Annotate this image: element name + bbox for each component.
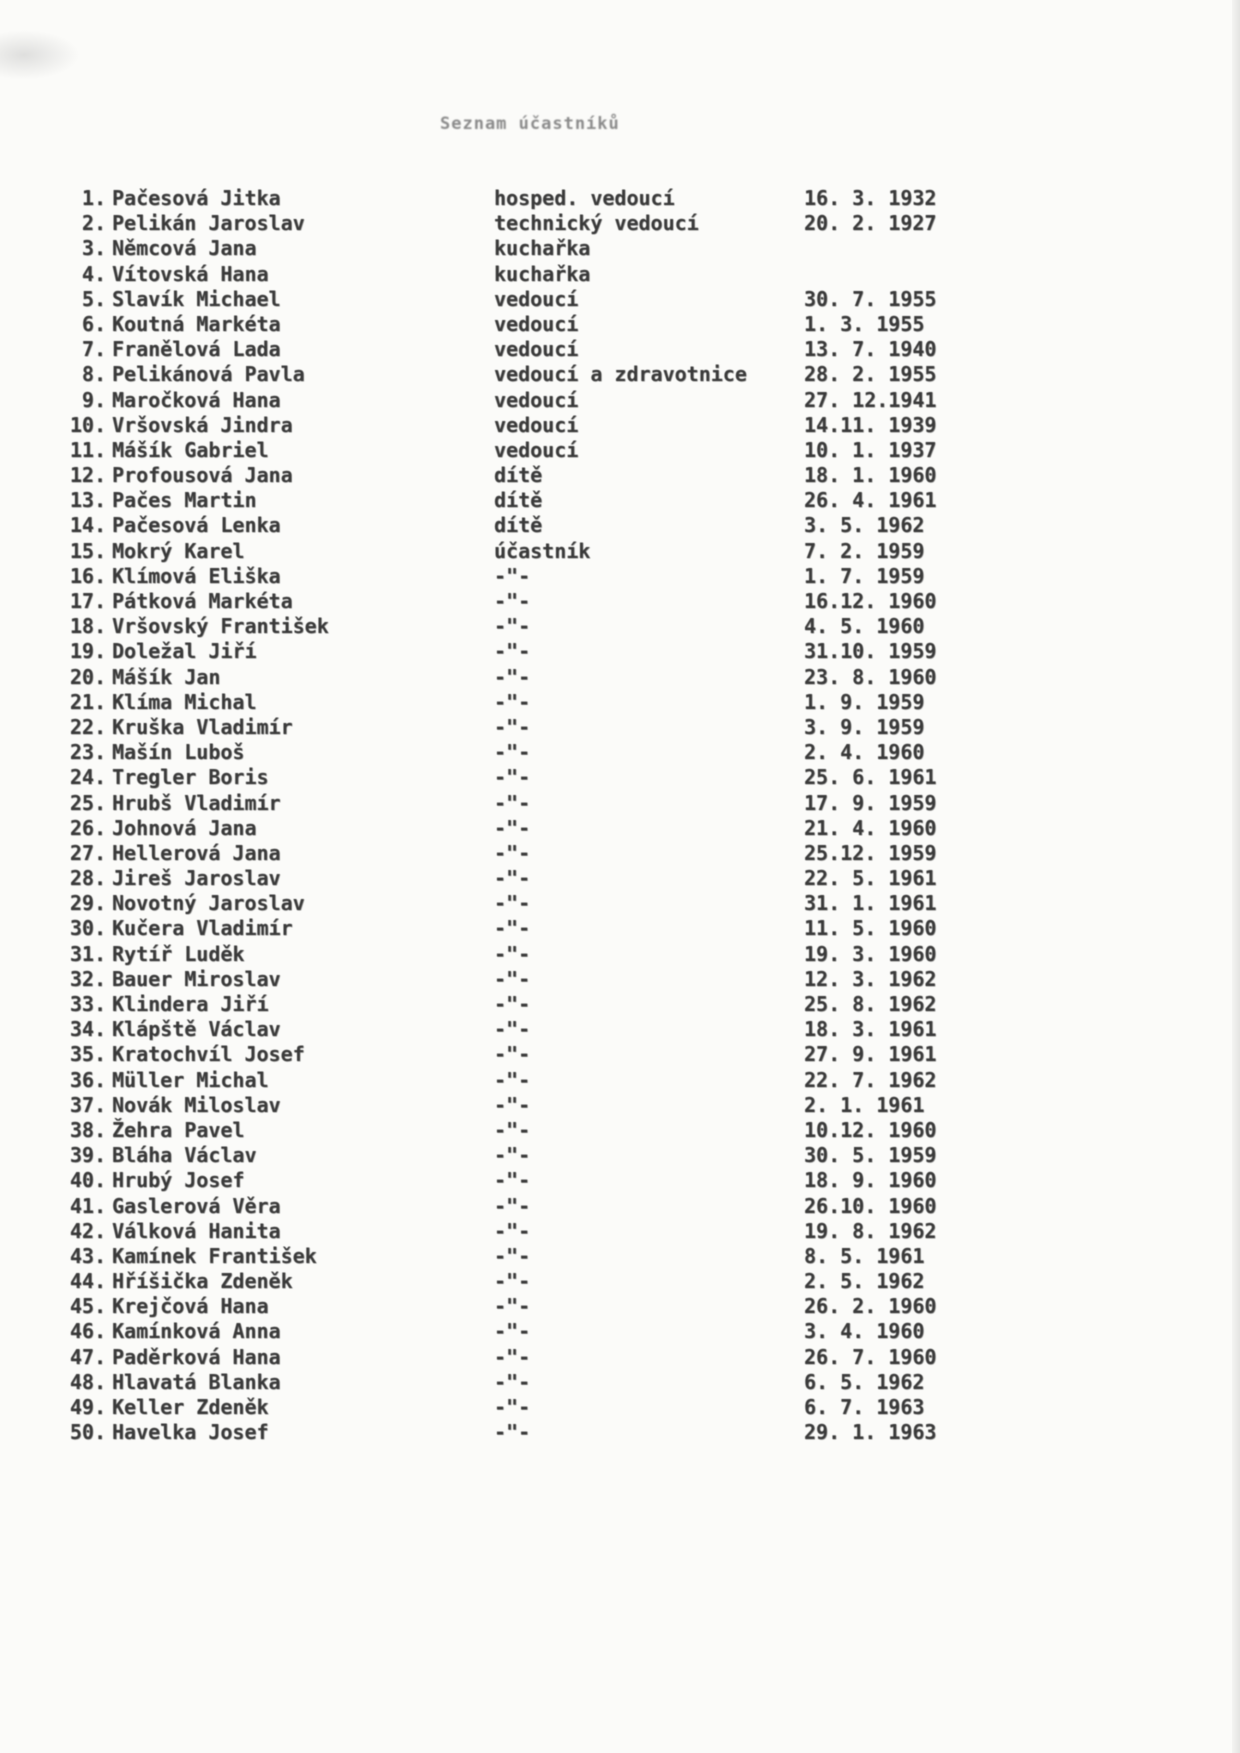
birth-date: 26. 7. 1960 xyxy=(804,1344,937,1369)
list-item xyxy=(58,463,1058,488)
participant-name: Kratochvíl Josef xyxy=(112,1042,305,1067)
birth-date: 8. 5. 1961 xyxy=(804,1243,925,1268)
participant-role: vedoucí xyxy=(494,437,579,462)
row-number: 9. xyxy=(81,387,106,412)
birth-date: 30. 7. 1955 xyxy=(804,286,937,311)
birth-date: 1. 9. 1959 xyxy=(804,689,925,714)
row-number: 16. xyxy=(69,563,106,588)
list-item xyxy=(58,841,1058,866)
row-number: 31. xyxy=(69,941,106,966)
participant-role: -"- xyxy=(494,1193,531,1218)
participant-name: Žehra Pavel xyxy=(112,1117,245,1142)
birth-date: 10.12. 1960 xyxy=(804,1117,937,1142)
participant-role: -"- xyxy=(494,1269,531,1294)
list-item xyxy=(58,1017,1058,1042)
list-item xyxy=(58,1194,1058,1219)
participant-name: Vršovský František xyxy=(112,614,329,639)
row-number: 27. xyxy=(69,840,106,865)
document-title: Seznam účastníků xyxy=(440,114,620,134)
list-item xyxy=(58,413,1058,438)
row-number: 40. xyxy=(69,1168,106,1193)
row-number: 10. xyxy=(69,412,106,437)
row-number: 3. xyxy=(81,236,106,261)
row-number: 21. xyxy=(69,689,106,714)
participant-name: Tregler Boris xyxy=(112,765,269,790)
row-number: 38. xyxy=(69,1117,106,1142)
birth-date: 2. 5. 1962 xyxy=(804,1269,925,1294)
list-item xyxy=(58,362,1058,387)
participant-name: Mášík Gabriel xyxy=(112,437,269,462)
birth-date: 30. 5. 1959 xyxy=(804,1143,937,1168)
birth-date: 21. 4. 1960 xyxy=(804,815,937,840)
birth-date: 22. 5. 1961 xyxy=(804,866,937,891)
list-item xyxy=(58,539,1058,564)
birth-date: 16.12. 1960 xyxy=(804,589,937,613)
list-item xyxy=(58,1042,1058,1067)
birth-date: 6. 7. 1963 xyxy=(804,1395,925,1419)
participant-role: -"- xyxy=(494,790,531,815)
birth-date: 25.12. 1959 xyxy=(804,840,937,865)
participant-role: vedoucí xyxy=(494,387,579,412)
birth-date: 29. 1. 1963 xyxy=(804,1420,937,1445)
participant-name: Koutná Markéta xyxy=(112,311,281,336)
row-number: 4. xyxy=(81,261,106,286)
list-item xyxy=(58,942,1058,967)
row-number: 20. xyxy=(69,664,106,689)
row-number: 47. xyxy=(69,1344,106,1369)
row-number: 33. xyxy=(69,992,106,1016)
row-number: 18. xyxy=(69,614,106,639)
birth-date: 16. 3. 1932 xyxy=(804,186,937,210)
row-number: 29. xyxy=(69,891,106,916)
birth-date: 2. 4. 1960 xyxy=(804,740,925,765)
participant-name: Müller Michal xyxy=(112,1067,269,1092)
participant-role: technický vedoucí xyxy=(494,211,699,236)
row-number: 45. xyxy=(69,1294,106,1319)
birth-date: 19. 3. 1960 xyxy=(804,941,937,966)
list-item xyxy=(58,690,1058,715)
participant-name: Kamínek František xyxy=(112,1243,317,1268)
participant-role: -"- xyxy=(494,1168,531,1193)
participant-role: -"- xyxy=(494,1067,531,1092)
participant-role: -"- xyxy=(494,1117,531,1142)
row-number: 50. xyxy=(69,1420,106,1445)
participant-name: Klápště Václav xyxy=(112,1017,281,1042)
participant-role: -"- xyxy=(494,1092,531,1117)
birth-date: 17. 9. 1959 xyxy=(804,790,937,815)
participant-role: -"- xyxy=(494,563,531,588)
row-number: 26. xyxy=(69,815,106,840)
row-number: 15. xyxy=(69,538,106,563)
row-number: 48. xyxy=(69,1369,106,1394)
participant-name: Pelikánová Pavla xyxy=(112,362,305,387)
row-number: 41. xyxy=(69,1193,106,1218)
participant-role: -"- xyxy=(494,815,531,840)
row-number: 42. xyxy=(69,1218,106,1243)
participant-name: Rytíř Luděk xyxy=(112,941,245,966)
list-item xyxy=(58,236,1058,261)
participant-role: hosped. vedoucí xyxy=(494,186,675,210)
participant-role: vedoucí xyxy=(494,311,579,336)
participant-role: -"- xyxy=(494,639,531,664)
participant-role: -"- xyxy=(494,740,531,765)
list-item xyxy=(58,614,1058,639)
list-item xyxy=(58,488,1058,513)
row-number: 6. xyxy=(81,311,106,336)
participant-name: Pelikán Jaroslav xyxy=(112,211,305,236)
participant-role: dítě xyxy=(494,488,543,513)
participant-name: Profousová Jana xyxy=(112,463,293,488)
list-item xyxy=(58,715,1058,740)
list-item xyxy=(58,438,1058,463)
birth-date: 27. 12.1941 xyxy=(804,387,937,412)
list-item xyxy=(58,1370,1058,1395)
participant-name: Franělová Lada xyxy=(112,337,281,362)
row-number: 7. xyxy=(81,337,106,362)
participant-name: Pátková Markéta xyxy=(112,589,293,613)
participant-name: Pačesová Lenka xyxy=(112,513,281,538)
list-item xyxy=(58,1420,1058,1445)
list-item xyxy=(58,992,1058,1017)
birth-date: 18. 3. 1961 xyxy=(804,1017,937,1042)
participant-name: Paděrková Hana xyxy=(112,1344,281,1369)
participant-name: Novák Miloslav xyxy=(112,1092,281,1117)
participant-role: -"- xyxy=(494,1243,531,1268)
birth-date: 3. 4. 1960 xyxy=(804,1319,925,1344)
row-number: 22. xyxy=(69,714,106,739)
participant-role: -"- xyxy=(494,664,531,689)
birth-date: 18. 9. 1960 xyxy=(804,1168,937,1193)
list-item xyxy=(58,765,1058,790)
participant-name: Vršovská Jindra xyxy=(112,412,293,437)
row-number: 30. xyxy=(69,916,106,941)
participant-role: účastník xyxy=(494,538,591,563)
participant-name: Hrubý Josef xyxy=(112,1168,245,1193)
participant-role: -"- xyxy=(494,840,531,865)
list-item xyxy=(58,1093,1058,1118)
birth-date: 18. 1. 1960 xyxy=(804,463,937,488)
row-number: 23. xyxy=(69,740,106,765)
participant-name: Bauer Miroslav xyxy=(112,966,281,991)
paper-edge xyxy=(1232,0,1240,1753)
participant-role: -"- xyxy=(494,866,531,891)
participant-role: -"- xyxy=(494,1143,531,1168)
list-item xyxy=(58,1068,1058,1093)
birth-date: 4. 5. 1960 xyxy=(804,614,925,639)
list-item xyxy=(58,287,1058,312)
participant-role: -"- xyxy=(494,614,531,639)
birth-date: 1. 7. 1959 xyxy=(804,563,925,588)
participant-role: -"- xyxy=(494,765,531,790)
list-item xyxy=(58,312,1058,337)
list-item xyxy=(58,211,1058,236)
list-item xyxy=(58,639,1058,664)
list-item xyxy=(58,916,1058,941)
row-number: 17. xyxy=(69,589,106,613)
row-number: 8. xyxy=(81,362,106,387)
list-item xyxy=(58,740,1058,765)
row-number: 5. xyxy=(81,286,106,311)
list-item xyxy=(58,866,1058,891)
participant-name: Mašín Luboš xyxy=(112,740,245,765)
participant-name: Pačes Martin xyxy=(112,488,257,513)
list-item xyxy=(58,1345,1058,1370)
participant-role: -"- xyxy=(494,966,531,991)
participant-name: Jireš Jaroslav xyxy=(112,866,281,891)
participant-role: -"- xyxy=(494,992,531,1016)
participant-name: Klíma Michal xyxy=(112,689,257,714)
participant-role: dítě xyxy=(494,513,543,538)
row-number: 12. xyxy=(69,463,106,488)
list-item xyxy=(58,1118,1058,1143)
birth-date: 20. 2. 1927 xyxy=(804,211,937,236)
participant-role: vedoucí xyxy=(494,286,579,311)
participant-name: Krejčová Hana xyxy=(112,1294,269,1319)
participant-name: Hříšička Zdeněk xyxy=(112,1269,293,1294)
birth-date: 25. 6. 1961 xyxy=(804,765,937,790)
birth-date: 27. 9. 1961 xyxy=(804,1042,937,1067)
birth-date: 12. 3. 1962 xyxy=(804,966,937,991)
list-item xyxy=(58,589,1058,614)
birth-date: 14.11. 1939 xyxy=(804,412,937,437)
participant-name: Maročková Hana xyxy=(112,387,281,412)
participant-name: Johnová Jana xyxy=(112,815,257,840)
participant-role: -"- xyxy=(494,714,531,739)
birth-date: 26.10. 1960 xyxy=(804,1193,937,1218)
birth-date: 11. 5. 1960 xyxy=(804,916,937,941)
participant-name: Kamínková Anna xyxy=(112,1319,281,1344)
participant-role: -"- xyxy=(494,1344,531,1369)
row-number: 39. xyxy=(69,1143,106,1168)
row-number: 13. xyxy=(69,488,106,513)
list-item xyxy=(58,337,1058,362)
participant-name: Kruška Vladimír xyxy=(112,714,293,739)
row-number: 49. xyxy=(69,1395,106,1419)
row-number: 37. xyxy=(69,1092,106,1117)
participant-name: Hellerová Jana xyxy=(112,840,281,865)
participant-role: kuchařka xyxy=(494,261,591,286)
participant-name: Slavík Michael xyxy=(112,286,281,311)
birth-date: 1. 3. 1955 xyxy=(804,311,925,336)
participant-name: Klímová Eliška xyxy=(112,563,281,588)
participant-role: -"- xyxy=(494,1420,531,1445)
participant-role: -"- xyxy=(494,589,531,613)
row-number: 11. xyxy=(69,437,106,462)
participant-name: Němcová Jana xyxy=(112,236,257,261)
birth-date: 25. 8. 1962 xyxy=(804,992,937,1016)
birth-date: 31. 1. 1961 xyxy=(804,891,937,916)
list-item xyxy=(58,1319,1058,1344)
list-item xyxy=(58,967,1058,992)
row-number: 19. xyxy=(69,639,106,664)
list-item xyxy=(58,891,1058,916)
participant-name: Mášík Jan xyxy=(112,664,221,689)
row-number: 43. xyxy=(69,1243,106,1268)
birth-date: 31.10. 1959 xyxy=(804,639,937,664)
row-number: 36. xyxy=(69,1067,106,1092)
participant-role: dítě xyxy=(494,463,543,488)
participant-name: Mokrý Karel xyxy=(112,538,245,563)
participant-name: Havelka Josef xyxy=(112,1420,269,1445)
participant-role: -"- xyxy=(494,689,531,714)
list-item xyxy=(58,1143,1058,1168)
row-number: 24. xyxy=(69,765,106,790)
participant-name: Keller Zdeněk xyxy=(112,1395,269,1419)
participant-name: Hlavatá Blanka xyxy=(112,1369,281,1394)
birth-date: 13. 7. 1940 xyxy=(804,337,937,362)
participant-role: -"- xyxy=(494,1042,531,1067)
participant-name: Válková Hanita xyxy=(112,1218,281,1243)
row-number: 34. xyxy=(69,1017,106,1042)
birth-date: 6. 5. 1962 xyxy=(804,1369,925,1394)
participant-role: kuchařka xyxy=(494,236,591,261)
list-item xyxy=(58,1294,1058,1319)
list-item xyxy=(58,388,1058,413)
birth-date: 26. 2. 1960 xyxy=(804,1294,937,1319)
list-item xyxy=(58,1168,1058,1193)
participant-name: Bláha Václav xyxy=(112,1143,257,1168)
birth-date: 3. 5. 1962 xyxy=(804,513,925,538)
birth-date: 22. 7. 1962 xyxy=(804,1067,937,1092)
participant-role: -"- xyxy=(494,1395,531,1419)
row-number: 28. xyxy=(69,866,106,891)
list-item xyxy=(58,186,1058,211)
list-item xyxy=(58,1395,1058,1420)
row-number: 35. xyxy=(69,1042,106,1067)
birth-date: 28. 2. 1955 xyxy=(804,362,937,387)
list-item xyxy=(58,1269,1058,1294)
list-item xyxy=(58,1219,1058,1244)
participant-role: -"- xyxy=(494,1369,531,1394)
participant-name: Gaslerová Věra xyxy=(112,1193,281,1218)
participant-role: -"- xyxy=(494,1218,531,1243)
list-item xyxy=(58,791,1058,816)
list-item xyxy=(58,564,1058,589)
list-item xyxy=(58,665,1058,690)
paper-smudge xyxy=(0,30,80,80)
participant-role: -"- xyxy=(494,941,531,966)
row-number: 2. xyxy=(81,211,106,236)
participant-role: vedoucí xyxy=(494,337,579,362)
row-number: 14. xyxy=(69,513,106,538)
participant-role: -"- xyxy=(494,891,531,916)
row-number: 46. xyxy=(69,1319,106,1344)
row-number: 44. xyxy=(69,1269,106,1294)
participant-role: -"- xyxy=(494,916,531,941)
participant-name: Kučera Vladimír xyxy=(112,916,293,941)
participant-name: Doležal Jiří xyxy=(112,639,257,664)
participant-name: Novotný Jaroslav xyxy=(112,891,305,916)
row-number: 1. xyxy=(81,186,106,210)
list-item xyxy=(58,262,1058,287)
participant-name: Hrubš Vladimír xyxy=(112,790,281,815)
row-number: 25. xyxy=(69,790,106,815)
list-item xyxy=(58,1244,1058,1269)
birth-date: 2. 1. 1961 xyxy=(804,1092,925,1117)
participant-role: -"- xyxy=(494,1017,531,1042)
birth-date: 7. 2. 1959 xyxy=(804,538,925,563)
participant-list xyxy=(58,186,1058,1445)
participant-role: -"- xyxy=(494,1319,531,1344)
birth-date: 3. 9. 1959 xyxy=(804,714,925,739)
participant-role: vedoucí xyxy=(494,412,579,437)
participant-role: vedoucí a zdravotnice xyxy=(494,362,747,387)
row-number: 32. xyxy=(69,966,106,991)
birth-date: 10. 1. 1937 xyxy=(804,437,937,462)
birth-date: 26. 4. 1961 xyxy=(804,488,937,513)
participant-name: Klindera Jiří xyxy=(112,992,269,1016)
participant-name: Vítovská Hana xyxy=(112,261,269,286)
birth-date: 23. 8. 1960 xyxy=(804,664,937,689)
list-item xyxy=(58,513,1058,538)
participant-name: Pačesová Jitka xyxy=(112,186,281,210)
participant-role: -"- xyxy=(494,1294,531,1319)
birth-date: 19. 8. 1962 xyxy=(804,1218,937,1243)
list-item xyxy=(58,816,1058,841)
